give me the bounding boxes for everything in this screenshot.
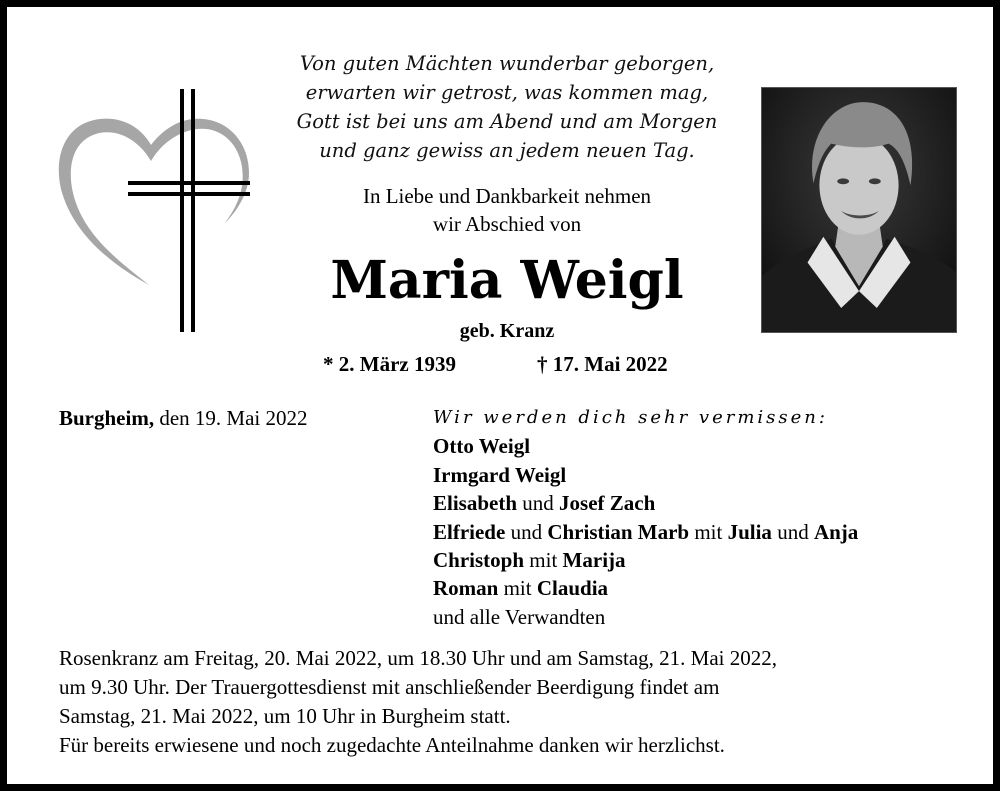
farewell-intro bbox=[287, 182, 727, 238]
place-and-date bbox=[59, 404, 308, 432]
mourner-name: Otto Weigl bbox=[433, 434, 531, 459]
mourner-line: und alle Verwandten bbox=[433, 604, 606, 629]
mourners-heading: Wir werden dich sehr vermissen: bbox=[433, 407, 828, 428]
intro-line: In Liebe und Dankbarkeit nehmen bbox=[362, 184, 652, 208]
poem-line: Von guten Mächten wunderbar geborgen, bbox=[299, 52, 715, 75]
service-line: um 9.30 Uhr. Der Trauergottesdienst mit anschließender Beerdigung findet am bbox=[59, 675, 720, 699]
connector: und bbox=[522, 491, 554, 516]
service-line: Rosenkranz am Freitag, 20. Mai 2022, um 18.30 Uhr und am Samstag, 21. Mai 2022, bbox=[59, 646, 777, 670]
mourner-line bbox=[433, 574, 993, 602]
mourner-name: Elfriede bbox=[433, 519, 506, 544]
mourner-name: Christoph bbox=[433, 548, 525, 573]
mourner-name: Claudia bbox=[536, 576, 609, 601]
connector: und bbox=[510, 519, 543, 544]
poem-line: und ganz gewiss an jedem neuen Tag. bbox=[319, 139, 695, 162]
mourner-line bbox=[433, 461, 993, 489]
deceased-name: Maria Weigl bbox=[330, 250, 684, 311]
heart-cross-emblem bbox=[53, 85, 259, 337]
connector: und bbox=[777, 519, 809, 544]
mourner-name: Anja bbox=[813, 519, 859, 544]
mourner-name: Christian Marb bbox=[547, 519, 690, 544]
mourner-name: Marija bbox=[562, 548, 626, 573]
mourner-line bbox=[433, 518, 993, 546]
service-line: Für bereits erwiesene und noch zugedachte Anteilnahme danken wir herzlichst. bbox=[59, 733, 725, 757]
poem bbox=[287, 49, 727, 165]
place: Burgheim, bbox=[59, 406, 155, 430]
service-line: Samstag, 21. Mai 2022, um 10 Uhr in Burgheim statt. bbox=[59, 704, 511, 728]
mourners-list bbox=[433, 404, 993, 631]
mourner-name: Josef Zach bbox=[559, 491, 656, 516]
portrait-photo bbox=[761, 87, 957, 333]
mourner-name: Julia bbox=[727, 519, 772, 544]
mourner-line bbox=[433, 546, 993, 574]
mourner-name: Irmgard Weigl bbox=[433, 462, 567, 487]
connector: mit bbox=[503, 576, 532, 601]
death-date: † 17. Mai 2022 bbox=[537, 352, 668, 376]
service-details bbox=[59, 644, 959, 760]
date: den 19. Mai 2022 bbox=[159, 406, 308, 430]
connector: mit bbox=[529, 548, 558, 573]
poem-line: erwarten wir getrost, was kommen mag, bbox=[305, 81, 709, 104]
mourner-name: Roman bbox=[433, 576, 499, 601]
birth-date: * 2. März 1939 bbox=[323, 352, 456, 376]
mourner-line bbox=[433, 432, 993, 460]
birth-name: geb. Kranz bbox=[459, 320, 555, 342]
poem-line: Gott ist bei uns am Abend und am Morgen bbox=[296, 110, 718, 133]
mourner-line bbox=[433, 489, 993, 517]
portrait-image bbox=[762, 88, 956, 332]
mourner-name: Elisabeth bbox=[433, 491, 518, 516]
intro-line: wir Abschied von bbox=[432, 212, 582, 236]
connector: mit bbox=[694, 519, 723, 544]
heart-icon bbox=[59, 119, 249, 285]
